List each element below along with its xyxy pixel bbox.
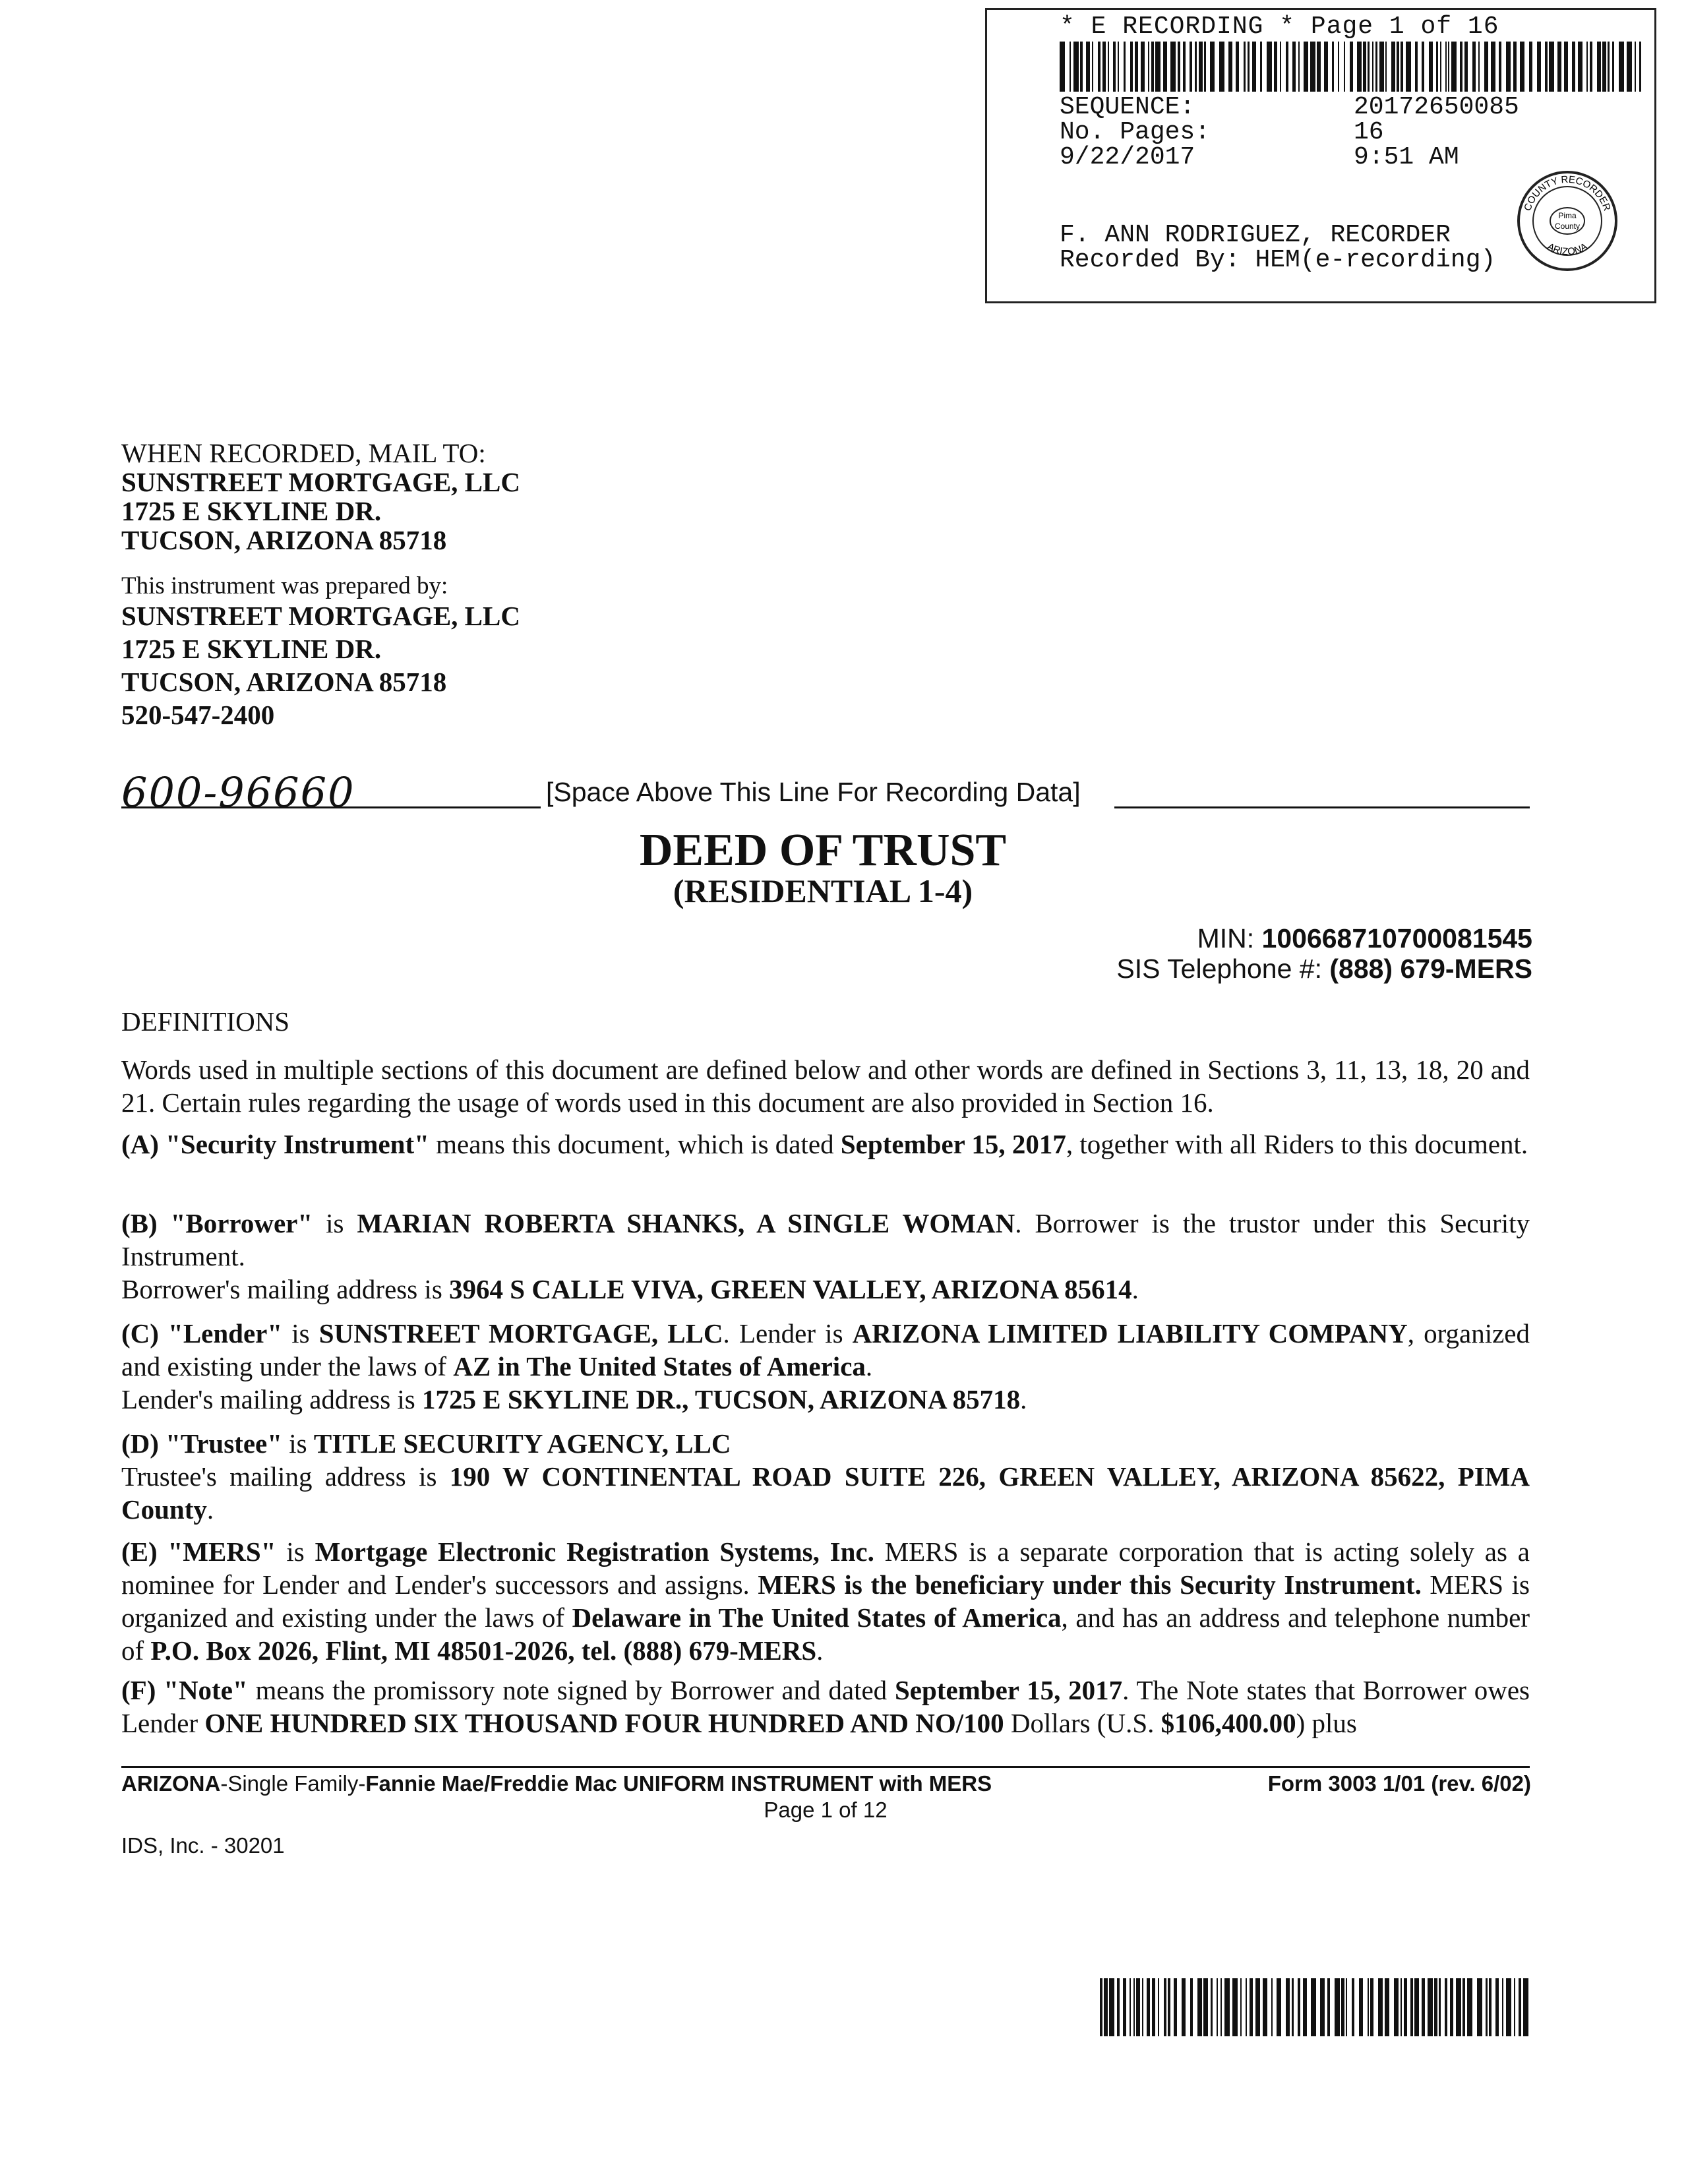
barcode-bar bbox=[1332, 42, 1334, 92]
recording-rule-right bbox=[1114, 806, 1530, 808]
sis-telephone bbox=[1116, 954, 1532, 985]
definition-borrower: (B) "Borrower" is MARIAN ROBERTA SHANKS, A SINGLE WOMAN. Borrower is the trustor under this Security Instrument. Borrower's mailing address is 3964 S CALLE VIVA, GREEN VALLEY, ARIZONA 85614. bbox=[121, 1208, 1530, 1304]
barcode-bar bbox=[1545, 42, 1548, 92]
barcode-bar bbox=[1298, 1978, 1300, 2036]
barcode-bar bbox=[1363, 42, 1366, 92]
barcode-bar bbox=[1464, 42, 1468, 92]
barcode-bar bbox=[1478, 42, 1480, 92]
prepared-by-phone: 520-547-2400 bbox=[121, 700, 275, 730]
barcode-bar bbox=[1352, 1978, 1354, 2036]
barcode-bar bbox=[1304, 42, 1308, 92]
barcode-bar bbox=[1109, 1978, 1114, 2036]
barcode-bar bbox=[1350, 42, 1353, 92]
county-seal-icon bbox=[1515, 168, 1620, 274]
barcode-bar bbox=[1608, 42, 1610, 92]
barcode-bar bbox=[1404, 1978, 1407, 2036]
barcode-bar bbox=[1414, 1978, 1419, 2036]
document-title: DEED OF TRUST bbox=[639, 825, 1007, 876]
barcode-bar bbox=[1320, 1978, 1325, 2036]
barcode-bar bbox=[1311, 1978, 1316, 2036]
barcode-bar bbox=[1406, 42, 1411, 92]
barcode-bar bbox=[1434, 1978, 1437, 2036]
barcode-bar bbox=[1397, 42, 1399, 92]
recording-date: 9/22/2017 bbox=[1060, 143, 1195, 171]
barcode-bar bbox=[1635, 42, 1636, 92]
recording-rule-left bbox=[121, 806, 541, 808]
barcode-bar bbox=[1163, 42, 1167, 92]
mail-to-line: TUCSON, ARIZONA 85718 bbox=[121, 525, 447, 555]
prepared-by-heading: This instrument was prepared by: bbox=[121, 572, 448, 599]
barcode-bar bbox=[1158, 1978, 1159, 2036]
prepared-by-line: SUNSTREET MORTGAGE, LLC bbox=[121, 601, 520, 631]
barcode-bar bbox=[1141, 42, 1145, 92]
barcode-bar bbox=[1292, 1978, 1294, 2036]
barcode-bar bbox=[1211, 1978, 1213, 2036]
barcode-bar bbox=[1244, 42, 1246, 92]
barcode-bar bbox=[1124, 42, 1126, 92]
barcode-bar bbox=[1151, 42, 1154, 92]
svg-text:Pima: Pima bbox=[1558, 211, 1577, 220]
barcode-bar bbox=[1523, 1978, 1528, 2036]
barcode-bar bbox=[1104, 1978, 1108, 2036]
barcode-bar bbox=[1422, 42, 1424, 92]
barcode-bar bbox=[1529, 42, 1532, 92]
barcode-bar bbox=[1204, 42, 1206, 92]
barcode-bar bbox=[1370, 1978, 1373, 2036]
definition-security-instrument: (A) "Security Instrument" means this document, which is dated September 15, 2017, together with all Riders to this document. bbox=[121, 1129, 1528, 1159]
barcode-bar bbox=[1100, 1978, 1102, 2036]
barcode-bar bbox=[1394, 1978, 1399, 2036]
barcode-bar bbox=[1174, 1978, 1177, 2036]
barcode-bar bbox=[1182, 1978, 1186, 2036]
barcode-bar bbox=[1335, 1978, 1340, 2036]
barcode-bar bbox=[1327, 1978, 1330, 2036]
barcode-bar bbox=[1456, 1978, 1461, 2036]
barcode-bar bbox=[1130, 1978, 1131, 2036]
barcode-bar bbox=[1375, 42, 1377, 92]
barcode-bar bbox=[1439, 1978, 1441, 2036]
barcode-bar bbox=[1148, 42, 1149, 92]
barcode-bar bbox=[1436, 42, 1438, 92]
recording-barcode bbox=[1060, 42, 1645, 92]
barcode-bar bbox=[1232, 1978, 1238, 2036]
barcode-bar bbox=[1236, 42, 1239, 92]
barcode-bar bbox=[1080, 42, 1083, 92]
barcode-bar bbox=[1113, 42, 1116, 92]
min-label: MIN: bbox=[1197, 923, 1255, 954]
barcode-bar bbox=[1368, 1978, 1369, 2036]
definition-trustee: (D) "Trustee" is TITLE SECURITY AGENCY, LLC Trustee's mailing address is 190 W CONTINENTAL ROAD SUITE 226, GREEN VALLEY, ARIZONA 85622, PIMA County. bbox=[121, 1428, 1530, 1525]
barcode-bar bbox=[1359, 1978, 1363, 2036]
barcode-bar bbox=[1612, 42, 1614, 92]
barcode-bar bbox=[1341, 1978, 1344, 2036]
barcode-bar bbox=[1133, 1978, 1135, 2036]
barcode-bar bbox=[1502, 1978, 1503, 2036]
pages-value: 16 bbox=[1354, 118, 1384, 146]
barcode-bar bbox=[1627, 42, 1632, 92]
barcode-bar bbox=[1401, 42, 1403, 92]
barcode-bar bbox=[1578, 42, 1582, 92]
barcode-bar bbox=[1572, 42, 1575, 92]
barcode-bar bbox=[1195, 42, 1197, 92]
barcode-bar bbox=[1118, 42, 1119, 92]
barcode-bar bbox=[1203, 1978, 1208, 2036]
barcode-bar bbox=[1286, 1978, 1290, 2036]
barcode-bar bbox=[1346, 1978, 1347, 2036]
barcode-bar bbox=[1450, 1978, 1453, 2036]
barcode-bar bbox=[1486, 1978, 1488, 2036]
barcode-bar bbox=[1217, 1978, 1218, 2036]
barcode-bar bbox=[1263, 1978, 1267, 2036]
mail-to-line: SUNSTREET MORTGAGE, LLC bbox=[121, 467, 520, 497]
sis-value: (888) 679-MERS bbox=[1329, 954, 1532, 984]
sequence-value: 20172650085 bbox=[1354, 93, 1519, 121]
barcode-bar bbox=[1252, 42, 1256, 92]
barcode-bar bbox=[1391, 42, 1395, 92]
barcode-bar bbox=[1183, 42, 1186, 92]
barcode-bar bbox=[1147, 1978, 1150, 2036]
barcode-bar bbox=[1586, 42, 1588, 92]
definitions-heading: DEFINITIONS bbox=[121, 1006, 290, 1037]
svg-text:COUNTY RECORDER: COUNTY RECORDER bbox=[1522, 173, 1613, 213]
barcode-bar bbox=[1210, 42, 1215, 92]
barcode-bar bbox=[1422, 1978, 1425, 2036]
barcode-bar bbox=[1410, 1978, 1413, 2036]
barcode-bar bbox=[1460, 42, 1462, 92]
sis-label: SIS Telephone #: bbox=[1116, 954, 1322, 984]
barcode-bar bbox=[1317, 42, 1321, 92]
barcode-bar bbox=[1255, 1978, 1260, 2036]
barcode-bar bbox=[1155, 42, 1160, 92]
barcode-bar bbox=[1086, 42, 1090, 92]
barcode-bar bbox=[1267, 42, 1272, 92]
footer-rule bbox=[121, 1766, 1530, 1768]
barcode-bar bbox=[1506, 42, 1511, 92]
barcode-bar bbox=[1298, 42, 1300, 92]
definition-lender: (C) "Lender" is SUNSTREET MORTGAGE, LLC. Lender is ARIZONA LIMITED LIABILITY COMPANY, organized and existing under the laws of AZ in The United States of America. Lender's mailing address is 1725 E SKYLINE DR., TUCSON, ARIZONA 85718. bbox=[121, 1318, 1530, 1414]
barcode-bar bbox=[1224, 1978, 1230, 2036]
barcode-bar bbox=[1303, 1978, 1307, 2036]
barcode-bar bbox=[1324, 42, 1328, 92]
barcode-bar bbox=[1170, 42, 1176, 92]
barcode-bar bbox=[1428, 1978, 1433, 2036]
barcode-bar bbox=[1514, 1978, 1515, 2036]
barcode-bar bbox=[1344, 42, 1345, 92]
footer-form-name: ARIZONA-Single Family-Fannie Mae/Freddie Mac UNIFORM INSTRUMENT with MERS bbox=[121, 1771, 992, 1796]
barcode-bar bbox=[1378, 1978, 1383, 2036]
barcode-bar bbox=[1477, 1978, 1482, 2036]
barcode-bar bbox=[1178, 42, 1180, 92]
svg-text:ARIZONA: ARIZONA bbox=[1545, 241, 1590, 258]
barcode-bar bbox=[1462, 1978, 1465, 2036]
barcode-bar bbox=[1385, 42, 1387, 92]
barcode-bar bbox=[1260, 42, 1262, 92]
barcode-bar bbox=[1401, 1978, 1402, 2036]
pages-label: No. Pages: bbox=[1060, 118, 1211, 146]
barcode-bar bbox=[1135, 42, 1138, 92]
barcode-bar bbox=[1190, 1978, 1193, 2036]
barcode-bar bbox=[1060, 42, 1065, 92]
min-number bbox=[1197, 923, 1532, 954]
recorded-by: Recorded By: HEM(e-recording) bbox=[1060, 246, 1496, 274]
footer-ids: IDS, Inc. - 30201 bbox=[121, 1833, 285, 1858]
min-value: 100668710700081545 bbox=[1261, 923, 1532, 954]
barcode-bar bbox=[1130, 42, 1133, 92]
barcode-bar bbox=[1240, 1978, 1242, 2036]
barcode-bar bbox=[1102, 42, 1106, 92]
space-above-label: [Space Above This Line For Recording Data] bbox=[546, 777, 1081, 807]
barcode-bar bbox=[1379, 42, 1384, 92]
barcode-bar bbox=[1489, 1978, 1492, 2036]
document-barcode bbox=[1100, 1978, 1528, 2036]
barcode-bar bbox=[1292, 42, 1296, 92]
barcode-bar bbox=[1590, 42, 1592, 92]
barcode-bar bbox=[1271, 1978, 1273, 2036]
barcode-bar bbox=[1445, 42, 1447, 92]
mail-to-line: 1725 E SKYLINE DR. bbox=[121, 496, 382, 526]
footer-form-number: Form 3003 1/01 (rev. 6/02) bbox=[1267, 1771, 1531, 1796]
svg-text:County: County bbox=[1554, 222, 1581, 231]
barcode-bar bbox=[1415, 42, 1418, 92]
barcode-bar bbox=[1248, 42, 1250, 92]
definition-note: (F) "Note" means the promissory note signed by Borrower and dated September 15, 2017. The Note states that Borrower owes Lender ONE HUNDRED SIX THOUSAND FOUR HUNDRED AND NO/100 Dollars (U.S. $106,400.00) plus bbox=[121, 1675, 1530, 1738]
barcode-bar bbox=[1448, 42, 1449, 92]
prepared-by-line: 1725 E SKYLINE DR. bbox=[121, 634, 382, 664]
barcode-bar bbox=[1520, 42, 1524, 92]
barcode-bar bbox=[1385, 1978, 1389, 2036]
barcode-bar bbox=[1136, 1978, 1140, 2036]
barcode-bar bbox=[1519, 1978, 1521, 2036]
barcode-bar bbox=[1108, 42, 1109, 92]
barcode-bar bbox=[1142, 1978, 1143, 2036]
barcode-bar bbox=[1429, 42, 1433, 92]
barcode-bar bbox=[1440, 42, 1441, 92]
barcode-bar bbox=[1070, 42, 1071, 92]
barcode-bar bbox=[1537, 42, 1541, 92]
barcode-bar bbox=[1506, 1978, 1511, 2036]
barcode-bar bbox=[1484, 42, 1488, 92]
barcode-bar bbox=[1639, 42, 1641, 92]
barcode-bar bbox=[1152, 1978, 1155, 2036]
document-subtitle: (RESIDENTIAL 1-4) bbox=[673, 872, 973, 909]
barcode-bar bbox=[1197, 1978, 1202, 2036]
barcode-bar bbox=[1467, 1978, 1472, 2036]
barcode-bar bbox=[1199, 42, 1203, 92]
barcode-bar bbox=[1228, 42, 1232, 92]
barcode-bar bbox=[1549, 42, 1554, 92]
barcode-bar bbox=[1277, 1978, 1281, 2036]
barcode-bar bbox=[1310, 42, 1315, 92]
barcode-bar bbox=[1564, 42, 1568, 92]
mail-to-heading: WHEN RECORDED, MAIL TO: bbox=[121, 438, 486, 468]
barcode-bar bbox=[1597, 42, 1601, 92]
prepared-by-line: TUCSON, ARIZONA 85718 bbox=[121, 667, 447, 697]
barcode-bar bbox=[1557, 42, 1561, 92]
barcode-bar bbox=[1357, 42, 1362, 92]
definition-mers: (E) "MERS" is Mortgage Electronic Registration Systems, Inc. MERS is a separate corporation that is acting solely as a nominee for Lender and Lender's successors and assigns. MERS is the beneficiary under this Security Instrument. MERS is organized and existing under the laws of Delaware in The United States of America, and has an address and telephone number of P.O. Box 2026, Flint, MI 48501-2026, tel. (888) 679-MERS. bbox=[121, 1536, 1530, 1666]
barcode-bar bbox=[1372, 42, 1373, 92]
barcode-bar bbox=[1123, 1978, 1126, 2036]
barcode-bar bbox=[1368, 42, 1370, 92]
recorder-name: F. ANN RODRIGUEZ, RECORDER bbox=[1060, 221, 1451, 249]
barcode-bar bbox=[1338, 42, 1339, 92]
barcode-bar bbox=[1246, 1978, 1247, 2036]
barcode-bar bbox=[1472, 42, 1476, 92]
recording-time: 9:51 AM bbox=[1354, 143, 1459, 171]
barcode-bar bbox=[1445, 1978, 1447, 2036]
barcode-bar bbox=[1280, 42, 1281, 92]
barcode-bar bbox=[1602, 42, 1606, 92]
barcode-bar bbox=[1219, 42, 1224, 92]
barcode-bar bbox=[1168, 1978, 1170, 2036]
barcode-bar bbox=[1451, 42, 1457, 92]
handwritten-file-number: 600-96660 bbox=[121, 768, 355, 816]
barcode-bar bbox=[1495, 1978, 1499, 2036]
barcode-bar bbox=[1286, 42, 1288, 92]
definitions-intro: Words used in multiple sections of this document are defined below and other words are defined in Sections 3, 11, 13, 18, 20 and 21. Certain rules regarding the usage of words used in this document are also provided in Section 16. bbox=[121, 1054, 1530, 1118]
barcode-bar bbox=[1499, 42, 1501, 92]
barcode-bar bbox=[1221, 1978, 1222, 2036]
barcode-bar bbox=[1250, 1978, 1253, 2036]
barcode-bar bbox=[1274, 42, 1277, 92]
barcode-bar bbox=[1073, 42, 1079, 92]
footer-page-number: Page 1 of 12 bbox=[764, 1798, 888, 1822]
barcode-bar bbox=[1098, 42, 1100, 92]
barcode-bar bbox=[1190, 42, 1192, 92]
sequence-label: SEQUENCE: bbox=[1060, 93, 1195, 121]
barcode-bar bbox=[1513, 42, 1517, 92]
barcode-bar bbox=[1117, 1978, 1120, 2036]
barcode-bar bbox=[1491, 42, 1495, 92]
recording-stamp bbox=[985, 8, 1656, 303]
barcode-bar bbox=[1164, 1978, 1166, 2036]
recording-header: * E RECORDING * Page 1 of 16 bbox=[1060, 13, 1499, 41]
barcode-bar bbox=[1092, 42, 1093, 92]
barcode-bar bbox=[1619, 42, 1624, 92]
